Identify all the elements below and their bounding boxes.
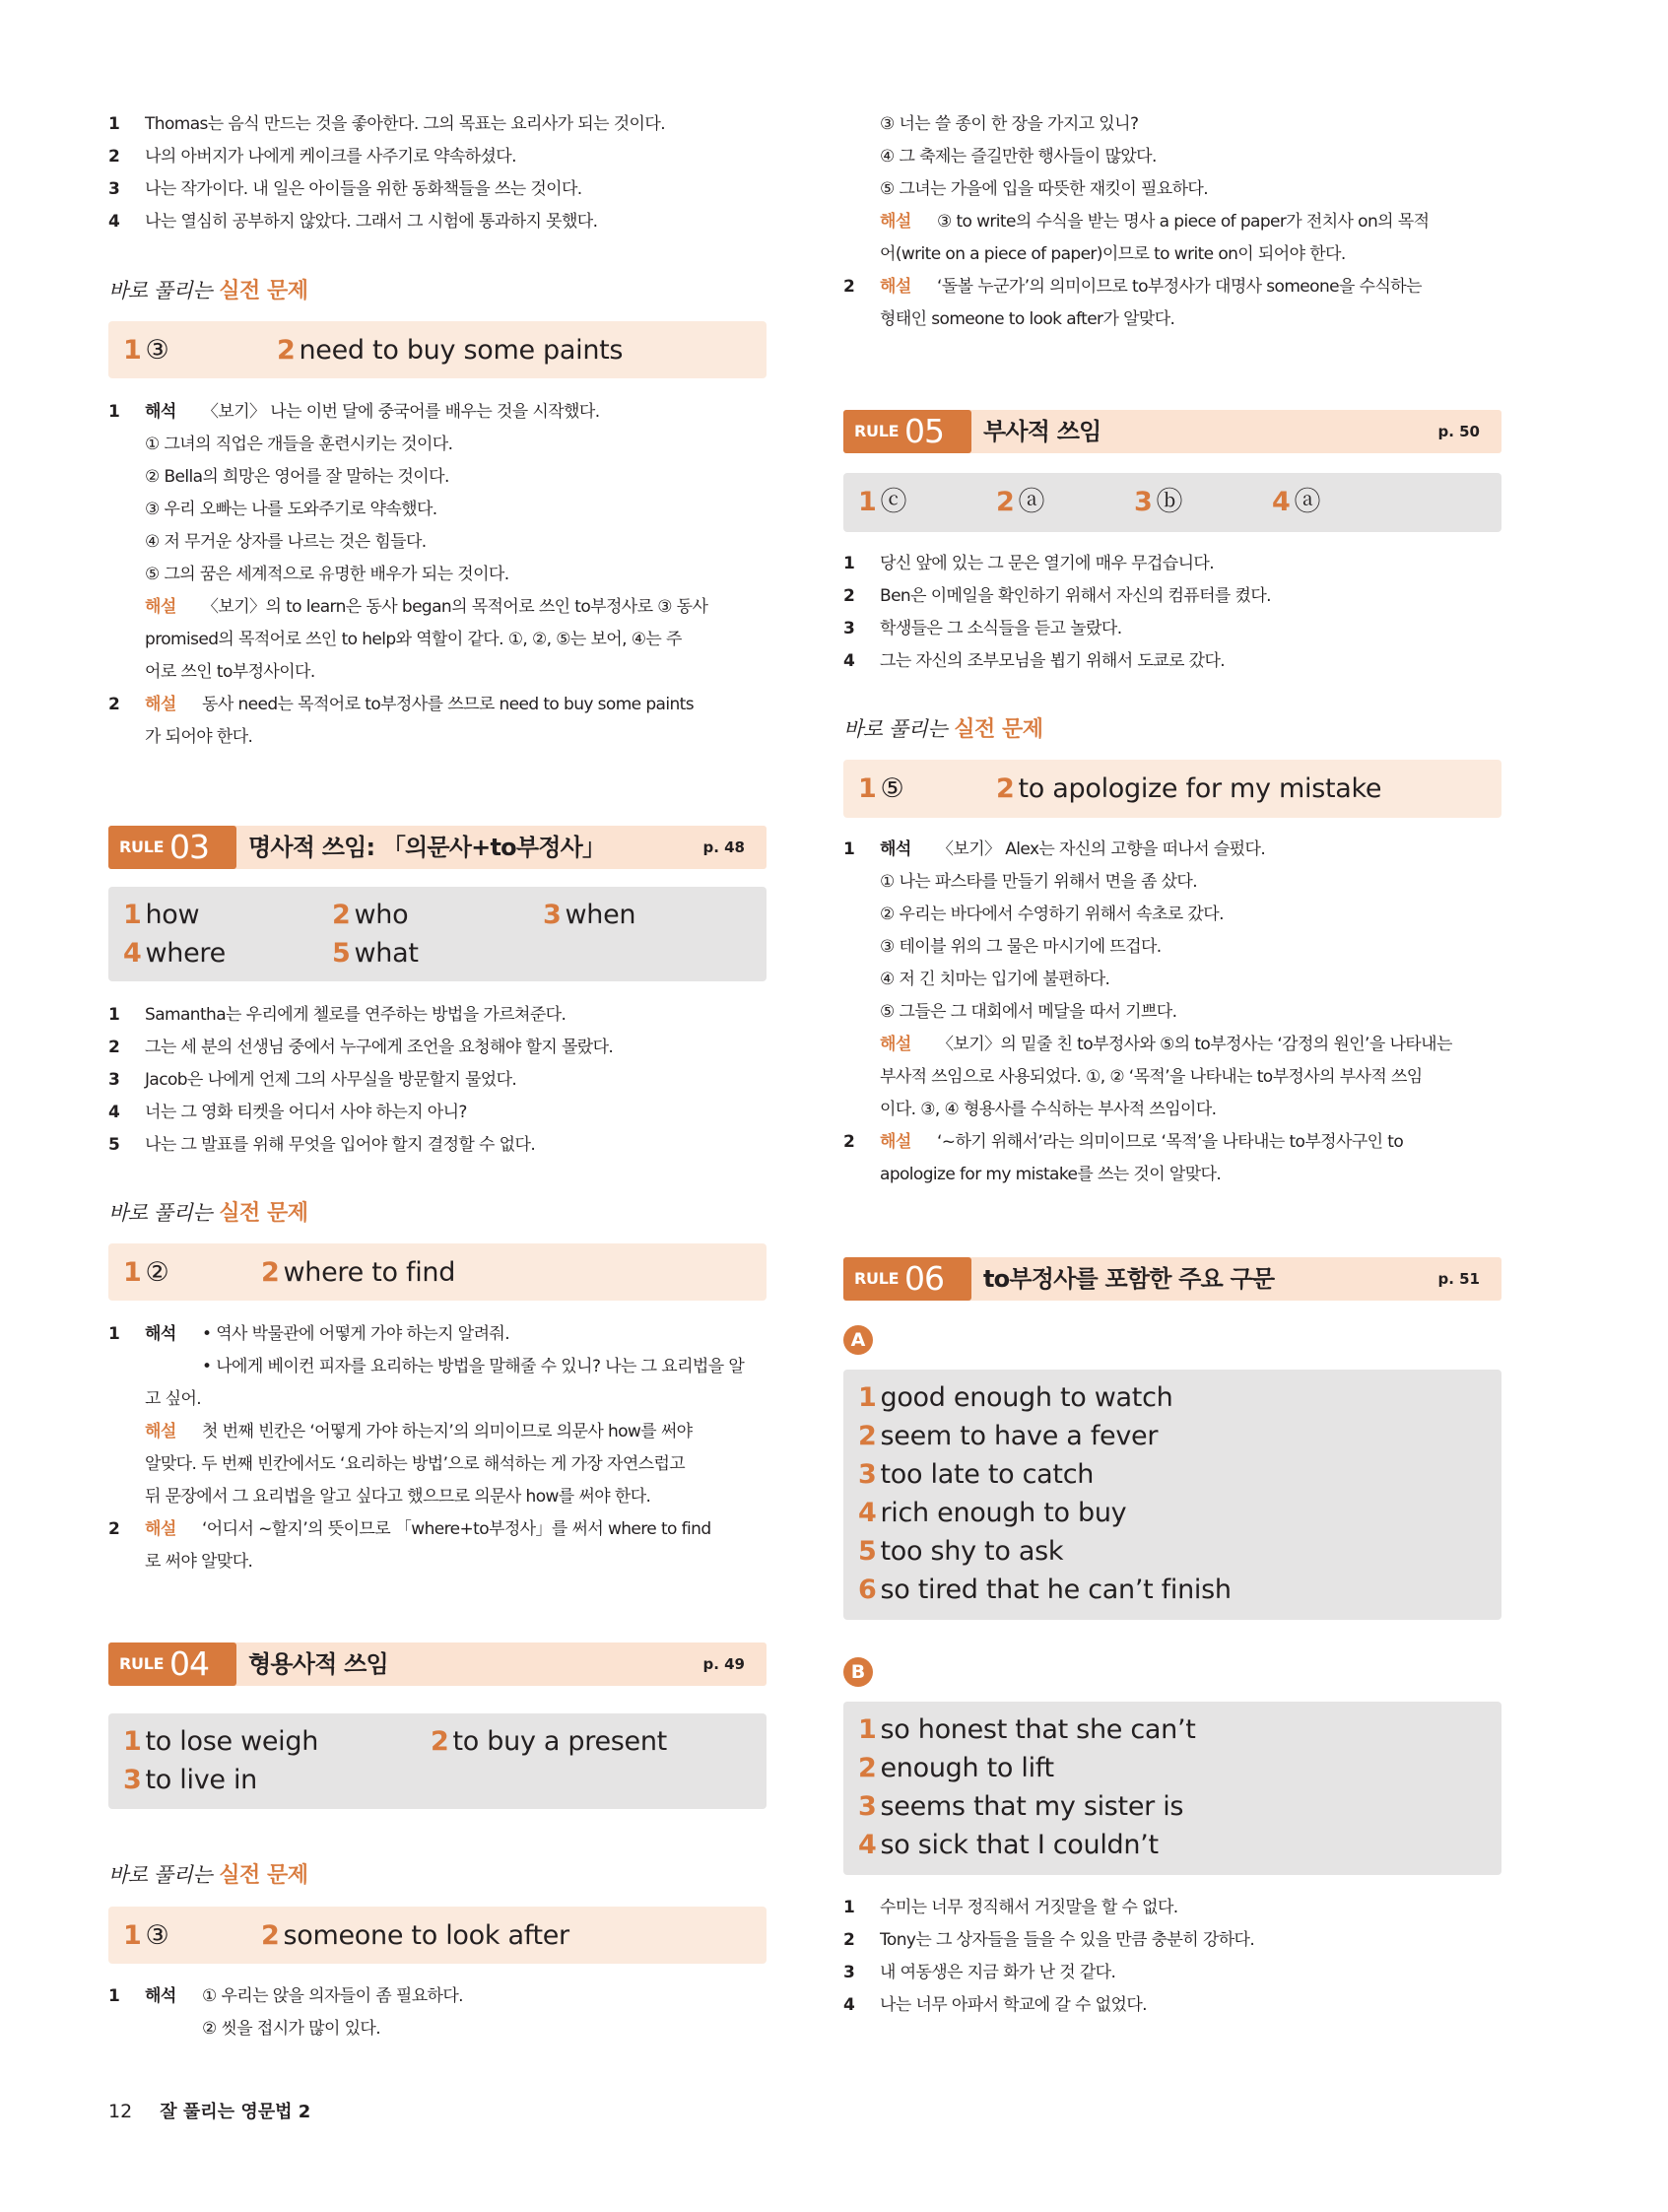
answer-item: 2 to apologize for my mistake [996, 773, 1382, 804]
rule-title: to부정사를 포함한 주요 구문 [983, 1265, 1275, 1293]
answer-box [843, 473, 1501, 532]
answer-item: 4 rich enough to buy [858, 1498, 1127, 1528]
answer-item: 6 so tired that he can’t finish [858, 1575, 1232, 1605]
answer-box [108, 321, 767, 378]
answer-box [108, 1243, 767, 1301]
page-number: 12 [108, 2101, 133, 2122]
answer-item: 1 ③ [123, 335, 169, 366]
answer-item: 1 how [123, 900, 200, 930]
answer-box [108, 1907, 767, 1964]
answer-item: 1 ③ [123, 1920, 169, 1951]
answer-item: 1 ⑤ [858, 773, 904, 804]
explanation: 1 해석 〈보기〉 Alex는 자신의 고향을 떠나서 슬펐다. ① 나는 파스타를 만들기 위해서 면을 좀 샀다. ② 우리는 바다에서 수영하기 위해서 속초로 갔다. ③ 테이블 위의 그 물은 마시기에 뜨겁다. ④ 저 긴 치마는 입기에 불편하다. ⑤ 그들은 그 대회에서 메달을 따서 기쁘다. 해설 〈보기〉의 밑줄 친 to부정사와 ⑤의 to부정사는 ‘감정의 원인’을 나타내는 부사적 쓰임으로 사용되었다. ①, ② ‘목적’을 나타내는 to부정사의 부사적 쓰임 이다. ③, ④ 형용사를 수식하는 부사적 쓰임이다. 2 해설 ‘~하기 위해서’라는 의미이므로 ‘목적’을 나타내는 to부정사구인 to apologize for my mistake를 쓰는 것이 알맞다. [843, 839, 1452, 1184]
answer-item: 2 need to buy some paints [277, 335, 624, 366]
answer-item: 4 where [123, 938, 226, 969]
answer-item: 4 ⓐ [1272, 487, 1321, 517]
rule-header [108, 1642, 767, 1686]
practice-heading: 바로 풀리는 실전 문제 [843, 717, 1043, 742]
list-item: 1 Samantha는 우리에게 첼로를 연주하는 방법을 가르쳐준다. [108, 1005, 567, 1025]
list-item: 2 Tony는 그 상자들을 들을 수 있을 만큼 충분히 강하다. [843, 1930, 1255, 1950]
answer-item: 5 what [332, 938, 419, 969]
answer-item: 2 someone to look after [261, 1920, 569, 1951]
answer-item: 2 enough to lift [858, 1753, 1054, 1783]
answer-item: 2 ⓐ [996, 487, 1045, 517]
answer-box [108, 1713, 767, 1809]
answer-box [843, 760, 1501, 818]
rule-title: 명사적 쓰임: 「의문사+to부정사」 [248, 834, 606, 861]
answer-box [843, 1702, 1501, 1875]
page-ref: p. 48 [702, 838, 745, 856]
list-item: 4 너는 그 영화 티켓을 어디서 사야 하는지 아니? [108, 1103, 467, 1122]
rule-tag: RULE 04 [108, 1642, 236, 1686]
rule-header [108, 826, 767, 869]
answer-item: 5 too shy to ask [858, 1536, 1064, 1567]
answer-item: 3 seems that my sister is [858, 1791, 1184, 1822]
answer-item: 3 too late to catch [858, 1459, 1095, 1490]
rule-header [843, 1257, 1501, 1301]
practice-heading: 바로 풀리는 실전 문제 [108, 1863, 308, 1888]
list-item: 2 나의 아버지가 나에게 케이크를 사주기로 약속하셨다. [108, 147, 516, 167]
answer-item: 3 when [543, 900, 636, 930]
answer-item: 2 to buy a present [431, 1726, 667, 1757]
practice-heading: 바로 풀리는 실전 문제 [108, 279, 308, 303]
answer-item: 3 to live in [123, 1765, 257, 1795]
answer-item: 3 ⓑ [1134, 487, 1183, 517]
list-item: 5 나는 그 발표를 위해 무엇을 입어야 할지 결정할 수 없다. [108, 1135, 536, 1155]
practice-heading: 바로 풀리는 실전 문제 [108, 1201, 308, 1226]
answer-item: 1 ⓒ [858, 487, 907, 517]
answer-item: 2 who [332, 900, 409, 930]
answer-item: 2 where to find [261, 1257, 456, 1288]
translation-list [108, 999, 767, 1162]
list-item: 4 나는 열심히 공부하지 않았다. 그래서 그 시험에 통과하지 못했다. [108, 212, 598, 232]
answer-item: 1 so honest that she can’t [858, 1714, 1196, 1745]
rule-title: 부사적 쓰임 [983, 418, 1101, 445]
rule-tag: RULE 03 [108, 826, 236, 869]
answer-item: 1 good enough to watch [858, 1382, 1173, 1413]
list-item: 1 Thomas는 음식 만드는 것을 좋아한다. 그의 목표는 요리사가 되는 것이다. [108, 114, 666, 134]
list-item: 3 나는 작가이다. 내 일은 아이들을 위한 동화책들을 쓰는 것이다. [108, 179, 582, 199]
rule-tag: RULE 05 [843, 410, 971, 453]
book-title: 잘 풀리는 영문법 2 [160, 2102, 311, 2122]
page-ref: p. 49 [702, 1655, 745, 1673]
section-b-badge: B [843, 1657, 873, 1687]
answer-item: 2 seem to have a fever [858, 1421, 1159, 1451]
answer-item: 1 ② [123, 1257, 169, 1288]
explanation: 1 해석 ① 우리는 앉을 의자들이 좀 필요하다. ② 씻을 접시가 많이 있다. [108, 1986, 463, 2039]
rule-header [843, 410, 1501, 453]
explanation-continued: ③ 너는 쓸 종이 한 장을 가지고 있니? ④ 그 축제는 즐길만한 행사들이 많았다. ⑤ 그녀는 가을에 입을 따뜻한 재킷이 필요하다. 해설 ③ to write의 수식을 받는 명사 a piece of paper가 전치사 on의 목적 어(write on a piece of paper)이므로 to write on이 되어야 한다. 2 해설 ‘돌볼 누군가’의 의미이므로 to부정사가 대명사 someone을 수식하는 형태인 someone to look after가 알맞다. [843, 114, 1430, 329]
list-item: 1 당신 앞에 있는 그 문은 열기에 매우 무겁습니다. [843, 554, 1215, 573]
explanation: 1 해석 • 역사 박물관에 어떻게 가야 하는지 알려줘. • 나에게 베이컨 피자를 요리하는 방법을 말해줄 수 있니? 나는 그 요리법을 알 고 싶어. 해설 첫 번째 빈칸은 ‘어떻게 가야 하는지’의 의미이므로 의문사 how를 써야 알맞다. 두 번째 빈칸에서도 ‘요리하는 방법’으로 해석하는 게 가장 자연스럽고 뒤 문장에서 그 요리법을 알고 싶다고 했으므로 의문사 how를 써야 한다. 2 해설 ‘어디서 ~할지’의 뜻이므로 「where+to부정사」를 써서 where to find 로 써야 알맞다. [108, 1324, 745, 1572]
list-item: 3 내 여동생은 지금 화가 난 것 같다. [843, 1963, 1116, 1982]
translation-list [843, 548, 1501, 678]
page-ref: p. 51 [1437, 1270, 1480, 1288]
translation-list [843, 1892, 1501, 2022]
list-item: 2 Ben은 이메일을 확인하기 위해서 자신의 컴퓨터를 켰다. [843, 586, 1271, 606]
answer-box [108, 887, 767, 981]
list-item: 3 Jacob은 나에게 언제 그의 사무실을 방문할지 물었다. [108, 1070, 517, 1090]
list-item: 4 나는 너무 아파서 학교에 갈 수 없었다. [843, 1995, 1147, 2015]
list-item: 1 수미는 너무 정직해서 거짓말을 할 수 없다. [843, 1898, 1178, 1917]
list-item: 2 그는 세 분의 선생님 중에서 누구에게 조언을 요청해야 할지 몰랐다. [108, 1038, 614, 1057]
list-item: 4 그는 자신의 조부모님을 뵙기 위해서 도쿄로 갔다. [843, 651, 1226, 671]
section-a-badge: A [843, 1325, 873, 1355]
answer-item: 4 so sick that I couldn’t [858, 1830, 1159, 1860]
rule-tag: RULE 06 [843, 1257, 971, 1301]
list-item: 3 학생들은 그 소식들을 듣고 놀랐다. [843, 619, 1122, 638]
answer-box [843, 1370, 1501, 1620]
translation-list-top [108, 108, 767, 238]
answer-item: 1 to lose weigh [123, 1726, 319, 1757]
page-footer [108, 2098, 310, 2123]
page-ref: p. 50 [1437, 423, 1480, 440]
rule-title: 형용사적 쓰임 [248, 1650, 388, 1678]
explanation: 1 해석 〈보기〉 나는 이번 달에 중국어를 배우는 것을 시작했다. ① 그녀의 직업은 개들을 훈련시키는 것이다. ② Bella의 희망은 영어를 잘 말하는 것이다. ③ 우리 오빠는 나를 도와주기로 약속했다. ④ 저 무거운 상자를 나르는 것은 힘들다. ⑤ 그의 꿈은 세계적으로 유명한 배우가 되는 것이다. 해설 〈보기〉의 to learn은 동사 began의 목적어로 쓰인 to부정사로 ③ 동사 promised의 목적어로 쓰인 to help와 역할이 같다. ①, ②, ⑤는 보어, ④는 주 어로 쓰인 to부정사이다. 2 해설 동사 need는 목적어로 to부정사를 쓰므로 need to buy some paints 가 되어야 한다. [108, 402, 708, 747]
